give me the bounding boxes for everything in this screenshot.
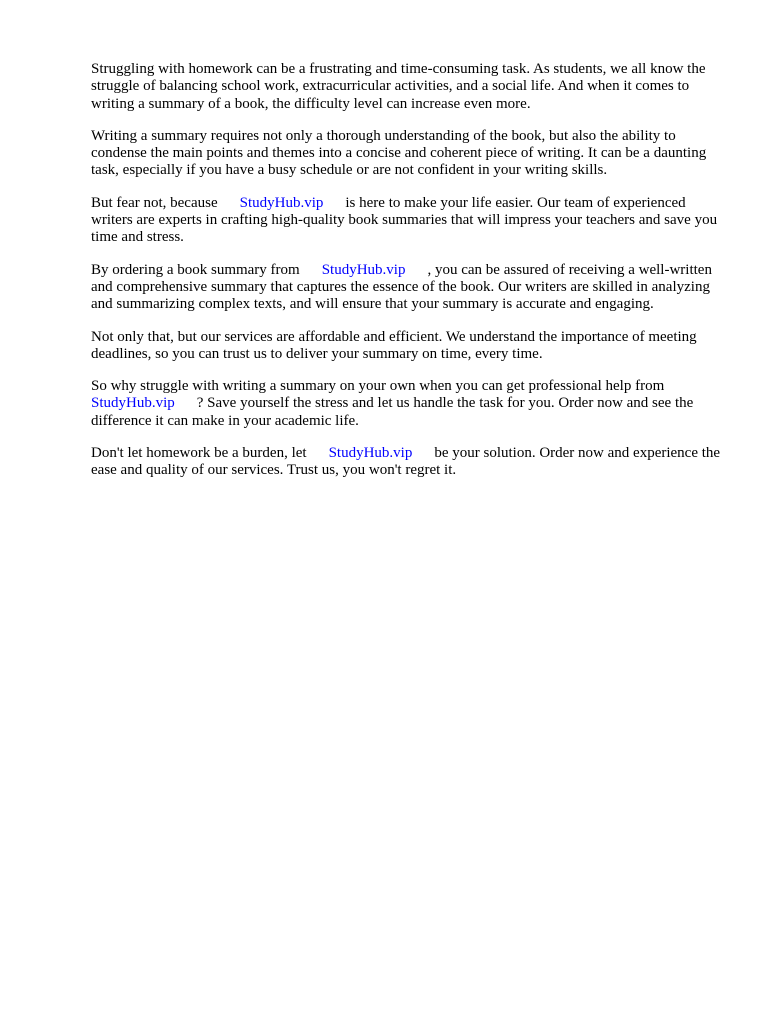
paragraph-fear-not-text-after: is here to make your life easier. Our team of experienced writers are experts in crafting high-quality book summaries that will impress your teachers and save you time and stress. bbox=[91, 194, 718, 246]
paragraph-fear-not-text-before: But fear not, because bbox=[91, 194, 218, 211]
studyhub-link[interactable]: StudyHub.vip bbox=[91, 395, 175, 412]
paragraph-intro-text: Struggling with homework can be a frustrating and time-consuming task. As students, we all know the struggle of balancing school work, extracurricular activities, and a social life. And when it comes to writing a summary of a book, the difficulty level can increase even more. bbox=[91, 61, 706, 112]
studyhub-link[interactable]: StudyHub.vip bbox=[328, 445, 413, 462]
paragraph-fear-not bbox=[91, 195, 723, 247]
paragraph-affordable-text: Not only that, but our services are affordable and efficient. We understand the importance of meeting deadlines, so you can trust us to deliver your summary on time, every time. bbox=[91, 328, 697, 362]
paragraph-affordable bbox=[91, 329, 723, 364]
paragraph-closing-text-before: Don't let homework be a burden, let bbox=[91, 445, 307, 462]
paragraph-ordering-text-before: By ordering a book summary from bbox=[91, 261, 300, 278]
paragraph-intro bbox=[91, 61, 723, 113]
paragraph-ordering bbox=[91, 262, 723, 314]
paragraph-ordering-text-after: , you can be assured of receiving a well-written and comprehensive summary that captures the essence of the book. Our writers are skilled in analyzing and summarizing complex texts, and will ensure that your summary is accurate and engaging. bbox=[91, 261, 712, 313]
document-body bbox=[91, 61, 723, 495]
studyhub-link[interactable]: StudyHub.vip bbox=[321, 261, 406, 278]
paragraph-summary-difficulty bbox=[91, 128, 723, 180]
paragraph-summary-difficulty-text: Writing a summary requires not only a thorough understanding of the book, but also the ability to condense the main points and themes into a concise and coherent piece of writing. It can be a daunting task, especially if you have a busy schedule or are not confident in your writing skills. bbox=[91, 127, 707, 179]
studyhub-link[interactable]: StudyHub.vip bbox=[239, 194, 324, 211]
paragraph-why-struggle bbox=[91, 378, 723, 430]
paragraph-why-struggle-text-after: ? Save yourself the stress and let us handle the task for you. Order now and see the difference it can make in your academic life. bbox=[91, 395, 694, 429]
paragraph-why-struggle-text-before: So why struggle with writing a summary on your own when you can get professional help from bbox=[91, 378, 665, 395]
paragraph-closing bbox=[91, 445, 723, 480]
paragraph-closing-text-after: be your solution. Order now and experience the ease and quality of our services. Trust us, you won't regret it. bbox=[91, 445, 721, 479]
